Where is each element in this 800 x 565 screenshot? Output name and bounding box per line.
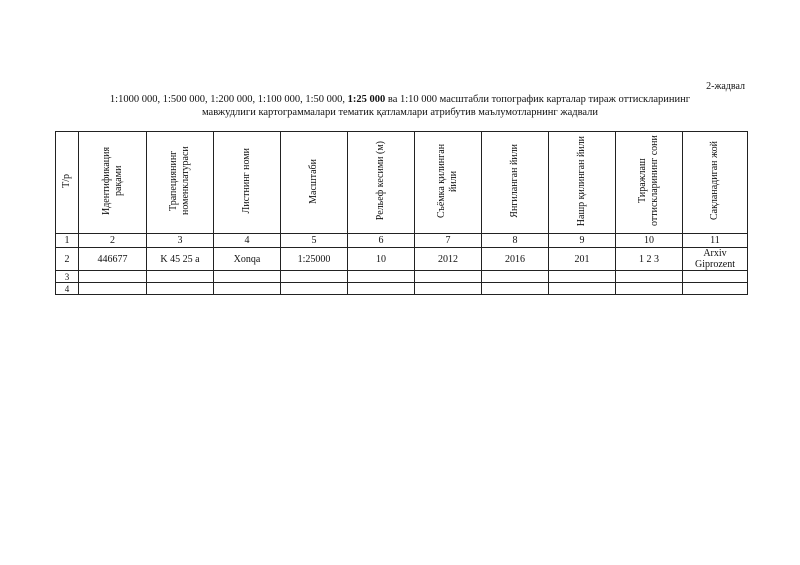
identifier-cell (79, 271, 147, 283)
header-cell (683, 132, 748, 234)
nomenclature-cell (147, 271, 214, 283)
attribute-table (55, 131, 748, 295)
header-survey-year: Съёмка қилинган йили (436, 143, 459, 219)
relief-section-cell (348, 283, 415, 295)
header-publish-year: Нашр қилинган йили (576, 135, 587, 227)
header-cell (549, 132, 616, 234)
print-count-cell (616, 283, 683, 295)
column-number-cell: 3 (147, 234, 214, 248)
sheet-name-cell (214, 271, 281, 283)
survey-year-cell (415, 271, 482, 283)
identifier-cell (79, 283, 147, 295)
column-number-cell: 2 (79, 234, 147, 248)
scale-cell: 1:25000 (281, 248, 348, 271)
storage-place-cell (683, 271, 748, 283)
update-year-cell (482, 271, 549, 283)
column-number-cell: 7 (415, 234, 482, 248)
column-number-cell: 6 (348, 234, 415, 248)
title-continuation: ва 1:10 000 масштабли топографик карталар тираж оттискларининг (385, 94, 691, 105)
table-row (56, 248, 748, 271)
print-count-cell: 1 2 3 (616, 248, 683, 271)
scale-cell (281, 271, 348, 283)
print-count-cell (616, 271, 683, 283)
header-cell (281, 132, 348, 234)
header-cell (56, 132, 79, 234)
publish-year-cell (549, 271, 616, 283)
header-cell (616, 132, 683, 234)
row-index-cell: 2 (56, 248, 79, 271)
storage-place-text: Arxiv Giprozent (695, 248, 735, 270)
row-index-cell: 4 (56, 283, 79, 295)
column-number-cell: 1 (56, 234, 79, 248)
header-storage-place: Сақланадиган жой (709, 141, 720, 221)
relief-section-cell: 10 (348, 248, 415, 271)
document-title (70, 94, 730, 119)
sheet-name-cell: Xonqa (214, 248, 281, 271)
column-number-cell: 8 (482, 234, 549, 248)
storage-place-cell (683, 283, 748, 295)
header-index: Т/р (61, 174, 72, 188)
header-cell (214, 132, 281, 234)
header-cell (482, 132, 549, 234)
update-year-cell: 2016 (482, 248, 549, 271)
survey-year-cell (415, 283, 482, 295)
header-cell (147, 132, 214, 234)
storage-place-cell (683, 248, 748, 271)
column-number-cell: 11 (683, 234, 748, 248)
header-update-year: Янгиланган йили (509, 144, 520, 218)
title-highlighted-scale: 1:25 000 (347, 94, 386, 105)
title-line-1 (70, 94, 730, 107)
identifier-cell: 446677 (79, 248, 147, 271)
table-number-label: 2-жадвал (706, 81, 745, 92)
column-number-row (56, 234, 748, 248)
nomenclature-cell (147, 283, 214, 295)
table-row (56, 271, 748, 283)
header-identifier: Идентификация рақами (100, 146, 124, 216)
column-number-cell: 10 (616, 234, 683, 248)
update-year-cell (482, 283, 549, 295)
header-print-count: Тиражлаш оттискларининг сони (637, 135, 660, 227)
header-cell (79, 132, 147, 234)
relief-section-cell (348, 271, 415, 283)
nomenclature-cell: K 45 25 a (147, 248, 214, 271)
publish-year-cell: 201 (549, 248, 616, 271)
row-index-cell: 3 (56, 271, 79, 283)
title-line-2: мавжудлиги картограммалари тематик қатламлари атрибутив маълумотларнинг жадвали (201, 106, 599, 118)
title-scales: 1:1000 000, 1:500 000, 1:200 000, 1:100 000, 1:50 000, (109, 94, 348, 105)
header-sheet-name: Листнинг номи (241, 148, 252, 214)
header-scale: Масштаби (308, 158, 319, 204)
scale-cell (281, 283, 348, 295)
header-nomenclature: Трапециянинг номенклатураси (168, 146, 191, 216)
column-number-cell: 9 (549, 234, 616, 248)
header-row (56, 132, 748, 234)
column-number-cell: 5 (281, 234, 348, 248)
header-relief-section: Рельеф кесими (м) (375, 141, 386, 221)
publish-year-cell (549, 283, 616, 295)
survey-year-cell: 2012 (415, 248, 482, 271)
sheet-name-cell (214, 283, 281, 295)
table-row (56, 283, 748, 295)
header-cell (348, 132, 415, 234)
header-cell (415, 132, 482, 234)
column-number-cell: 4 (214, 234, 281, 248)
